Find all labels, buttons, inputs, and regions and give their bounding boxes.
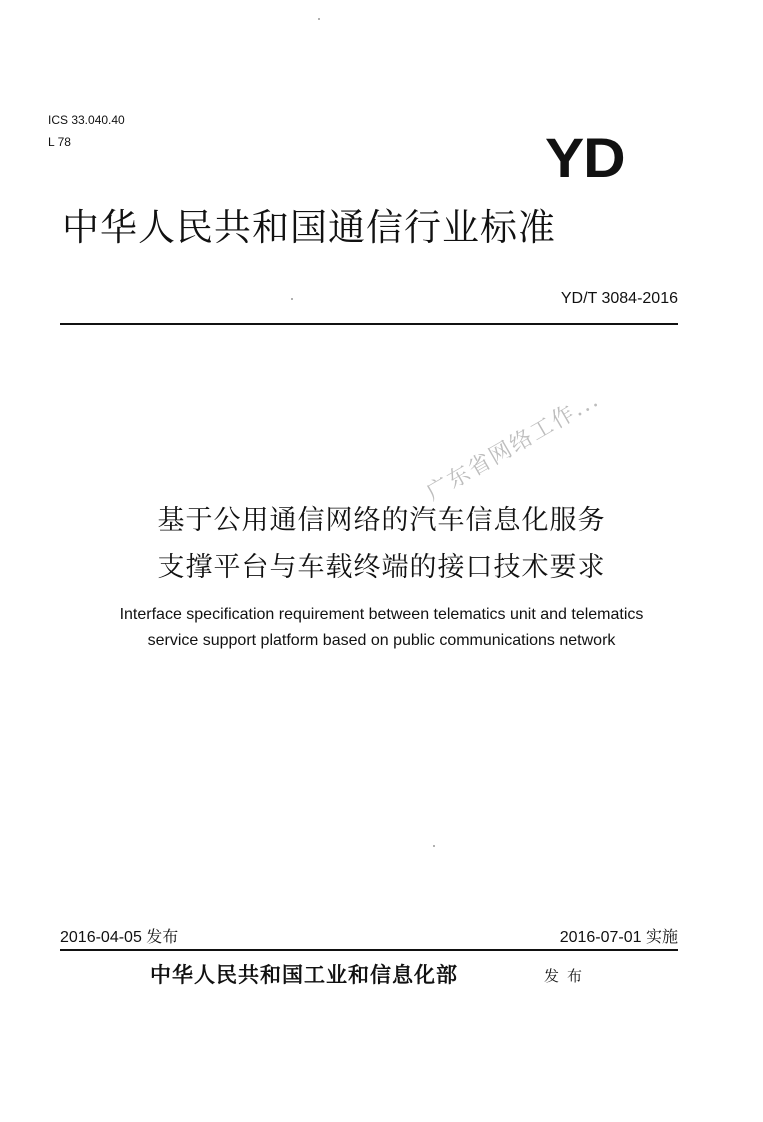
english-title-line-1: Interface specification requirement between telematics unit and telematics (119, 606, 644, 623)
publisher-name: 中华人民共和国工业和信息化部 (150, 962, 458, 987)
scan-speck (433, 845, 435, 847)
publisher-action: 发布 (544, 967, 591, 985)
english-title-line-2: service support platform based on public communications network (147, 632, 616, 649)
ics-code: ICS 33.040.40 (48, 113, 125, 127)
bottom-divider (60, 949, 678, 951)
yd-logo: YD (545, 126, 625, 189)
watermark: 广东省网络工作... (422, 386, 604, 506)
document-number: YD/T 3084-2016 (560, 290, 678, 307)
classification-code: L 78 (48, 135, 71, 149)
issue-date: 2016-04-05 发布 (60, 929, 179, 946)
chinese-title-line-1: 基于公用通信网络的汽车信息化服务 (157, 505, 606, 536)
chinese-title-line-2: 支撑平台与车载终端的接口技术要求 (157, 552, 606, 583)
organization-title: 中华人民共和国通信行业标准 (62, 206, 556, 249)
scan-speck (291, 298, 293, 300)
implementation-date: 2016-07-01 实施 (559, 929, 678, 946)
scan-speck (318, 18, 320, 20)
top-divider (60, 323, 678, 325)
